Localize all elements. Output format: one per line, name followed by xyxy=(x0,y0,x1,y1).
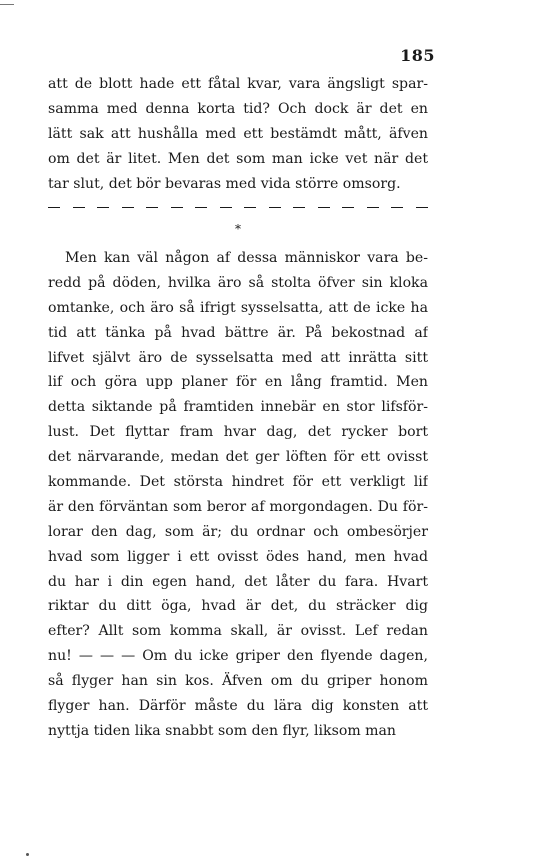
text-line: samma med denna korta tid? Och dock är det en xyxy=(48,100,428,117)
scan-edge-mark xyxy=(0,4,14,5)
text-line: lust. Det flyttar fram hvar dag, det rycker bort xyxy=(48,424,428,441)
text-line: du har i din egen hand, det låter du fara. Hvart xyxy=(48,573,428,590)
scan-speck xyxy=(26,853,29,856)
text-line: Men kan väl någon af dessa människor vara be- xyxy=(65,250,428,266)
dashed-separator-rule xyxy=(48,200,428,214)
text-line: nu! — — — Om du icke griper den flyende dagen, xyxy=(48,648,428,665)
text-line: detta siktande på framtiden innebär en stor lifsför- xyxy=(48,399,428,416)
text-line: lorar den dag, som är; du ordnar och ombesörjer xyxy=(48,523,428,540)
text-line: nyttja tiden lika snabbt som den flyr, liksom man xyxy=(48,722,397,739)
text-line: att de blott hade ett fåtal kvar, vara ängsligt spar- xyxy=(48,76,428,92)
text-line: kommande. Det största hindret för ett verkligt lif xyxy=(48,474,428,491)
text-line: tid att tänka på hvad bättre är. På bekostnad af xyxy=(48,324,428,341)
section-asterisk: * xyxy=(235,222,241,236)
paragraph-continued xyxy=(48,72,428,196)
text-line: det närvarande, medan det ger löften för ett ovisst xyxy=(48,449,428,466)
text-line: lif och göra upp planer för en lång framtid. Men xyxy=(48,374,428,391)
text-line: lätt sak att hushålla med ett bestämdt mått, äfven xyxy=(48,125,428,142)
paragraph-new-section xyxy=(48,246,428,744)
text-line: efter? Allt som komma skall, är ovisst. Lef redan xyxy=(48,623,428,640)
text-line: lifvet självt äro de sysselsatta med att inrätta sitt xyxy=(48,349,428,366)
page-number: 185 xyxy=(400,46,435,65)
text-line: är den förväntan som beror af morgondagen. Du för- xyxy=(48,498,428,515)
text-line: flyger han. Därför måste du lära dig konsten att xyxy=(48,698,428,715)
text-line: så flyger han sin kos. Äfven om du griper honom xyxy=(48,673,428,690)
text-line: tar slut, det bör bevaras med vida större omsorg. xyxy=(48,175,401,192)
text-line: riktar du ditt öga, hvad är det, du sträcker dig xyxy=(48,598,428,615)
text-line: redd på döden, hvilka äro så stolta öfver sin kloka xyxy=(48,274,428,291)
text-line: omtanke, och äro så ifrigt sysselsatta, att de icke ha xyxy=(48,299,428,316)
text-line: hvad som ligger i ett ovisst ödes hand, men hvad xyxy=(48,548,428,565)
text-line: om det är litet. Men det som man icke vet när det xyxy=(48,150,428,167)
